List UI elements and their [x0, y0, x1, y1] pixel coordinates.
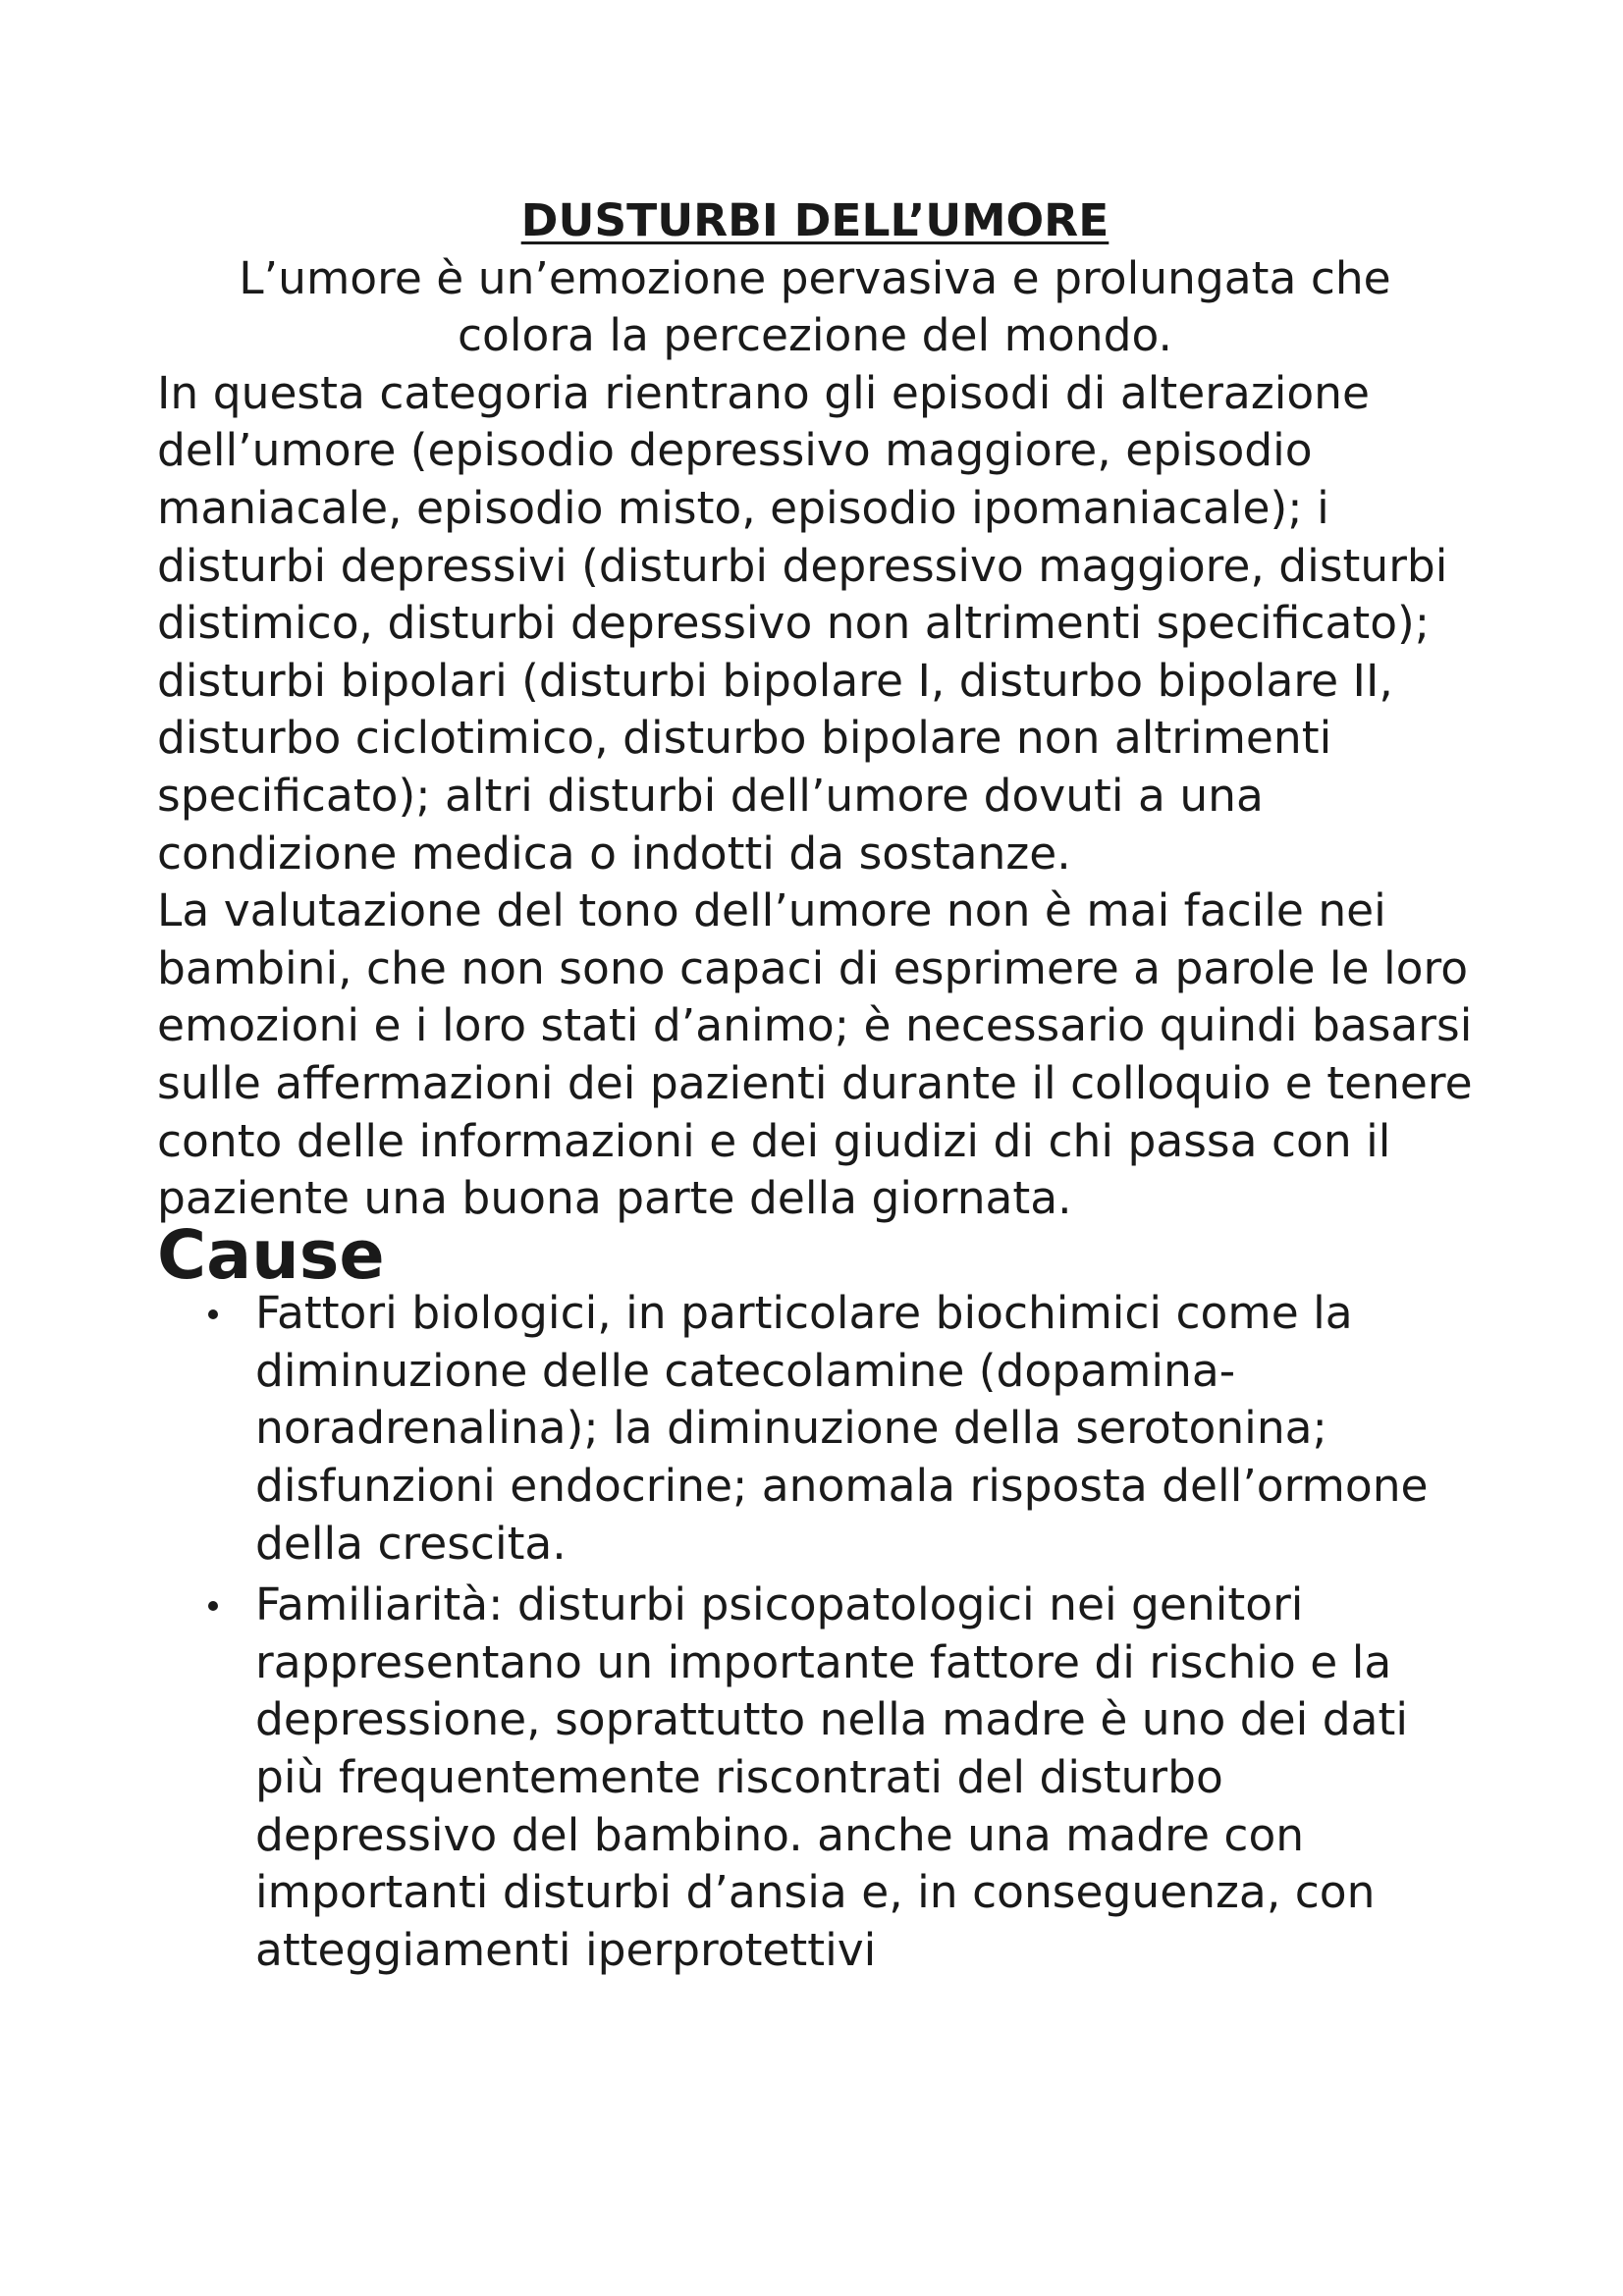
paragraph-evaluation: La valutazione del tono dell’umore non è mai facile nei bambini, che non sono capaci di esprimere a parole le loro emozioni e i loro stati d’animo; è necessario quindi basarsi sulle affermazioni dei pazienti durante il colloquio e tenere conto delle informazioni e dei giudizi di chi passa con il paziente una buona parte della giornata.	[157, 884, 1473, 1225]
section-heading-cause: Cause	[157, 1216, 385, 1295]
cause-text-familiarity: Familiarità: disturbi psicopatologici nei genitori rappresentano un importante fattore di rischio e la depressione, soprattutto nella madre è uno dei dati più frequentemente riscontrati del disturbo depressivo del bambino. anche una madre con importanti disturbi d’ansia e, in conseguenza, con atteggiamenti iperprotettivi	[255, 1578, 1408, 1976]
bullet-icon	[208, 1601, 218, 1611]
list-item	[157, 1576, 1473, 1979]
cause-text-biological: Fattori biologici, in particolare biochimici come la diminuzione delle catecolamine (dopamina-noradrenalina); la diminuzione della serotonina; disfunzioni endocrine; anomala risposta dell’ormone della crescita.	[255, 1287, 1429, 1570]
bullet-icon	[208, 1309, 218, 1319]
document-title: DUSTURBI DELL’UMORE	[520, 194, 1109, 246]
document-page	[157, 192, 1473, 1983]
document-subtitle: L’umore è un’emozione pervasiva e prolungata che colora la percezione del mondo.	[239, 251, 1391, 362]
paragraph-categories: In questa categoria rientrano gli episodi di alterazione dell’umore (episodio depressivo maggiore, episodio maniacale, episodio misto, episodio ipomaniacale); i disturbi depressivi (disturbi depressivo maggiore, disturbi distimico, disturbi depressivo non altrimenti specificato); disturbi bipolari (disturbi bipolare I, disturbo bipolare II, disturbo ciclotimico, disturbo bipolare non altrimenti specificato); altri disturbi dell’umore dovuti a una condizione medica o indotti da sostanze.	[157, 366, 1448, 880]
list-item	[157, 1285, 1473, 1573]
causes-list	[157, 1285, 1473, 1979]
